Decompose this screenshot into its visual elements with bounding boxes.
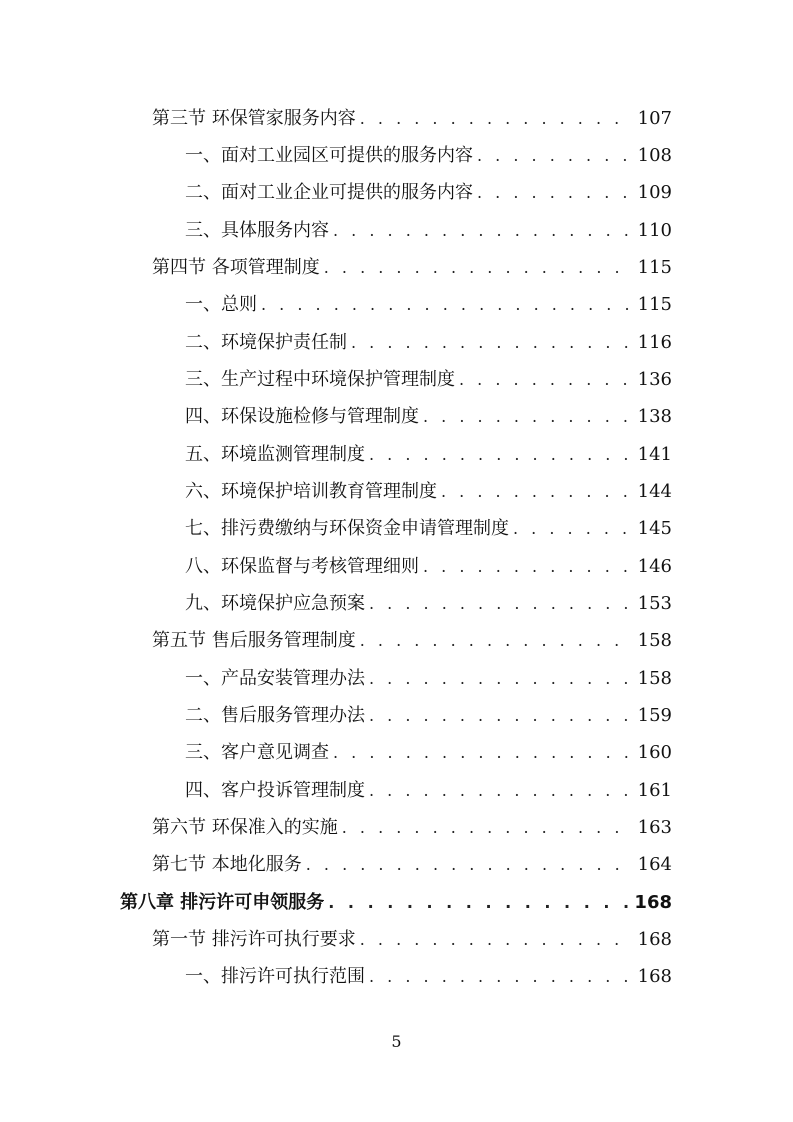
dot-leader: [351, 328, 632, 358]
toc-entry-title: 九、环境保护应急预案: [185, 593, 365, 614]
toc-entry[interactable]: [152, 104, 672, 134]
toc-entry-page: 168: [634, 892, 672, 913]
toc-entry-page: 116: [637, 332, 672, 353]
toc-entry-page: 168: [637, 966, 672, 987]
toc-entry-title: 一、排污许可执行范围: [185, 966, 365, 987]
toc-entry-page: 164: [637, 854, 672, 875]
toc-entry-page: 163: [637, 817, 672, 838]
toc-entry[interactable]: [185, 589, 672, 619]
dot-leader: [360, 626, 632, 656]
toc-entry[interactable]: [185, 216, 672, 246]
toc-entry[interactable]: [185, 178, 672, 208]
toc-entry[interactable]: [185, 701, 672, 731]
toc-entry-title: 第四节 各项管理制度: [152, 257, 320, 278]
dot-leader: [423, 402, 632, 432]
dot-leader: [261, 290, 632, 320]
toc-entry-page: 115: [637, 257, 672, 278]
toc-entry-title: 三、具体服务内容: [185, 220, 329, 241]
toc-entry-page: 159: [637, 705, 672, 726]
toc-entry[interactable]: [185, 141, 672, 171]
dot-leader: [333, 738, 632, 768]
dot-leader: [369, 440, 632, 470]
dot-leader: [513, 514, 632, 544]
toc-entry-page: 109: [637, 182, 672, 203]
toc-entry-page: 146: [637, 556, 672, 577]
toc-entry[interactable]: [185, 514, 672, 544]
dot-leader: [342, 813, 632, 843]
toc-entry-title: 七、排污费缴纳与环保资金申请管理制度: [185, 518, 509, 539]
toc-entry-page: 110: [637, 220, 672, 241]
toc-entry-title: 四、环保设施检修与管理制度: [185, 406, 419, 427]
toc-entry-title: 六、环境保护培训教育管理制度: [185, 481, 437, 502]
toc-entry-page: 144: [637, 481, 672, 502]
toc-entry[interactable]: [185, 477, 672, 507]
toc-entry-page: 160: [637, 742, 672, 763]
dot-leader: [328, 888, 628, 918]
toc-entry-title: 第七节 本地化服务: [152, 854, 302, 875]
toc-entry[interactable]: [152, 850, 672, 880]
toc-entry-title: 二、售后服务管理办法: [185, 705, 365, 726]
dot-leader: [324, 253, 632, 283]
dot-leader: [369, 776, 632, 806]
toc-entry[interactable]: [185, 664, 672, 694]
toc-entry-title: 一、面对工业园区可提供的服务内容: [185, 145, 473, 166]
toc-entry[interactable]: [185, 776, 672, 806]
dot-leader: [369, 962, 632, 992]
toc-entry-title: 五、环境监测管理制度: [185, 444, 365, 465]
dot-leader: [369, 664, 632, 694]
toc-entry[interactable]: [152, 626, 672, 656]
toc-entry-title: 第一节 排污许可执行要求: [152, 929, 356, 950]
toc-entry[interactable]: [185, 328, 672, 358]
toc-entry-page: 108: [637, 145, 672, 166]
toc-chapter-entry[interactable]: [120, 888, 672, 918]
toc-entry-page: 161: [637, 780, 672, 801]
toc-entry-page: 138: [637, 406, 672, 427]
toc-entry-title: 第三节 环保管家服务内容: [152, 108, 356, 129]
dot-leader: [369, 589, 632, 619]
toc-entry-title: 三、客户意见调查: [185, 742, 329, 763]
toc-entry-page: 158: [637, 630, 672, 651]
toc-entry[interactable]: [152, 925, 672, 955]
toc-entry-page: 136: [637, 369, 672, 390]
toc-entry-title: 三、生产过程中环境保护管理制度: [185, 369, 455, 390]
dot-leader: [360, 925, 632, 955]
dot-leader: [423, 552, 632, 582]
toc-entry[interactable]: [185, 440, 672, 470]
toc-entry-title: 第五节 售后服务管理制度: [152, 630, 356, 651]
dot-leader: [477, 178, 632, 208]
toc-entry-title: 一、产品安装管理办法: [185, 668, 365, 689]
toc-entry-page: 107: [637, 108, 672, 129]
dot-leader: [441, 477, 632, 507]
toc-entry[interactable]: [152, 253, 672, 283]
toc-entry-page: 145: [637, 518, 672, 539]
dot-leader: [306, 850, 632, 880]
toc-entry-title: 一、总则: [185, 294, 257, 315]
toc-entry-page: 115: [637, 294, 672, 315]
dot-leader: [360, 104, 632, 134]
dot-leader: [477, 141, 632, 171]
toc-entry[interactable]: [185, 962, 672, 992]
toc-entry-title: 四、客户投诉管理制度: [185, 780, 365, 801]
toc-entry-title: 第六节 环保准入的实施: [152, 817, 338, 838]
toc-entry[interactable]: [185, 552, 672, 582]
toc-entry-page: 153: [637, 593, 672, 614]
toc-entry-page: 168: [637, 929, 672, 950]
page-number: 5: [391, 1032, 402, 1051]
toc-entry[interactable]: [185, 365, 672, 395]
toc-entry-title: 第八章 排污许可申领服务: [120, 892, 325, 913]
toc-entry-page: 158: [637, 668, 672, 689]
toc-entry-title: 八、环保监督与考核管理细则: [185, 556, 419, 577]
toc-entry-title: 二、面对工业企业可提供的服务内容: [185, 182, 473, 203]
toc-entry[interactable]: [185, 738, 672, 768]
toc-entry[interactable]: [152, 813, 672, 843]
toc-entry[interactable]: [185, 402, 672, 432]
toc-entry-page: 141: [637, 444, 672, 465]
dot-leader: [369, 701, 632, 731]
toc-entry-title: 二、环境保护责任制: [185, 332, 347, 353]
toc-entry[interactable]: [185, 290, 672, 320]
dot-leader: [333, 216, 632, 246]
dot-leader: [459, 365, 632, 395]
